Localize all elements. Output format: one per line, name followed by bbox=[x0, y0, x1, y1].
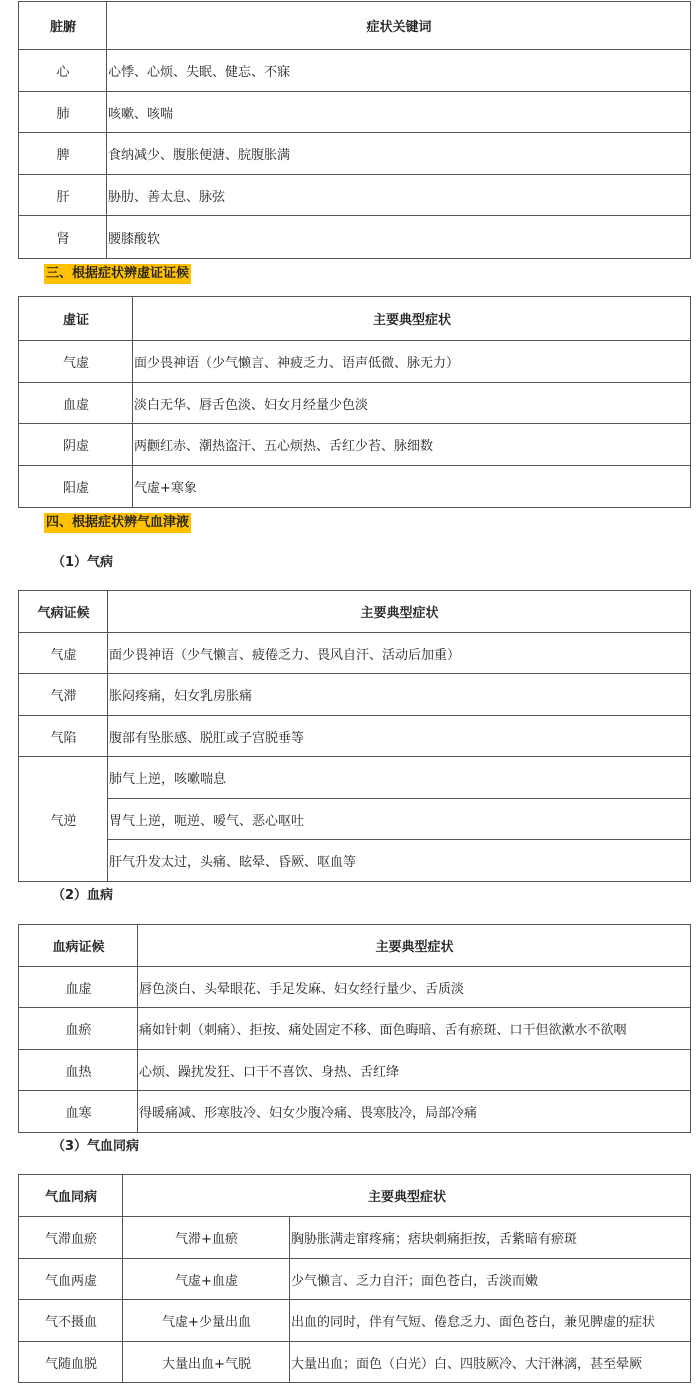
symptom-cell: 得暖痛减、形寒肢冷、妇女少腹冷痛、畏寒肢冷，局部冷痛 bbox=[138, 1091, 691, 1133]
organ-cell: 肺 bbox=[19, 92, 107, 133]
symptom-cell: 肺气上逆，咳嗽喘息 bbox=[108, 757, 691, 799]
symptom-cell: 腰膝酸软 bbox=[107, 216, 691, 259]
table-row bbox=[19, 633, 691, 674]
zangfu-table bbox=[18, 1, 691, 259]
pattern-cell: 血虚 bbox=[19, 967, 138, 1008]
table-header-row bbox=[19, 1175, 691, 1217]
table-row bbox=[19, 175, 691, 216]
symptom-cell: 淡白无华、唇舌色淡、妇女月经量少色淡 bbox=[133, 383, 691, 424]
table-row bbox=[19, 466, 691, 508]
symptom-cell: 面少畏神语（少气懒言、神疲乏力、语声低微、脉无力） bbox=[133, 341, 691, 383]
subheading-qi-disease: （1）气病 bbox=[52, 555, 114, 570]
section-heading-deficiency: 三、根据症状辨虚证证候 bbox=[44, 264, 191, 284]
header-cell: 气病证候 bbox=[19, 591, 108, 633]
table-row bbox=[19, 799, 691, 840]
blood-disease-table bbox=[18, 924, 691, 1133]
pattern-cell: 血瘀 bbox=[19, 1008, 138, 1050]
symptom-cell: 肝气升发太过，头痛、眩晕、昏厥、呕血等 bbox=[108, 840, 691, 882]
table-header-row bbox=[19, 2, 691, 50]
pattern-cell: 气滞 bbox=[19, 674, 108, 716]
formula-cell: 大量出血+气脱 bbox=[123, 1342, 290, 1383]
pattern-cell: 血虚 bbox=[19, 383, 133, 424]
symptom-cell: 心烦、躁扰发狂、口干不喜饮、身热、舌红绛 bbox=[138, 1050, 691, 1091]
symptom-cell: 两颧红赤、潮热盗汗、五心烦热、舌红少苔、脉细数 bbox=[133, 424, 691, 466]
pattern-cell: 气血两虚 bbox=[19, 1259, 123, 1300]
formula-cell: 气虚+血虚 bbox=[123, 1259, 290, 1300]
qi-disease-table bbox=[18, 590, 691, 882]
table-row bbox=[19, 216, 691, 259]
pattern-cell: 阴虚 bbox=[19, 424, 133, 466]
formula-cell: 气滞+血瘀 bbox=[123, 1217, 290, 1259]
symptom-cell: 胀闷疼痛，妇女乳房胀痛 bbox=[108, 674, 691, 716]
table-row bbox=[19, 1050, 691, 1091]
symptom-cell: 痛如针刺（刺痛）、拒按、痛处固定不移、面色晦暗、舌有瘀斑、口干但欲漱水不欲咽 bbox=[138, 1008, 691, 1050]
header-cell: 主要典型症状 bbox=[133, 297, 691, 341]
pattern-cell: 气陷 bbox=[19, 716, 108, 757]
symptom-cell: 气虚+寒象 bbox=[133, 466, 691, 508]
table-row bbox=[19, 1259, 691, 1300]
table-row bbox=[19, 1342, 691, 1383]
table-row bbox=[19, 757, 691, 799]
header-cell: 脏腑 bbox=[19, 2, 107, 50]
symptom-cell: 咳嗽、咳喘 bbox=[107, 92, 691, 133]
symptom-cell: 唇色淡白、头晕眼花、手足发麻、妇女经行量少、舌质淡 bbox=[138, 967, 691, 1008]
symptom-cell: 胸胁胀满走窜疼痛；痞块刺痛拒按，舌紫暗有瘀斑 bbox=[290, 1217, 691, 1259]
table-row bbox=[19, 716, 691, 757]
pattern-cell: 气不摄血 bbox=[19, 1300, 123, 1342]
header-cell: 气血同病 bbox=[19, 1175, 123, 1217]
organ-cell: 脾 bbox=[19, 133, 107, 175]
organ-cell: 心 bbox=[19, 50, 107, 92]
table-row bbox=[19, 133, 691, 175]
organ-cell: 肾 bbox=[19, 216, 107, 259]
pattern-cell: 阳虚 bbox=[19, 466, 133, 508]
table-header-row bbox=[19, 591, 691, 633]
table-row bbox=[19, 1217, 691, 1259]
header-cell: 症状关键词 bbox=[107, 2, 691, 50]
table-row bbox=[19, 1008, 691, 1050]
pattern-cell-rebellious-qi: 气逆 bbox=[19, 757, 108, 882]
table-header-row bbox=[19, 925, 691, 967]
header-cell: 主要典型症状 bbox=[123, 1175, 691, 1217]
pattern-cell: 血热 bbox=[19, 1050, 138, 1091]
table-row bbox=[19, 92, 691, 133]
table-row bbox=[19, 1091, 691, 1133]
table-row bbox=[19, 967, 691, 1008]
header-cell: 血病证候 bbox=[19, 925, 138, 967]
table-header-row bbox=[19, 297, 691, 341]
subheading-blood-disease: （2）血病 bbox=[52, 888, 114, 903]
deficiency-table bbox=[18, 296, 691, 508]
table-row bbox=[19, 674, 691, 716]
symptom-cell: 心悸、心烦、失眠、健忘、不寐 bbox=[107, 50, 691, 92]
header-cell: 主要典型症状 bbox=[108, 591, 691, 633]
symptom-cell: 少气懒言、乏力自汗；面色苍白，舌淡而嫩 bbox=[290, 1259, 691, 1300]
header-cell: 主要典型症状 bbox=[138, 925, 691, 967]
table-row bbox=[19, 1300, 691, 1342]
table-row bbox=[19, 383, 691, 424]
symptom-cell: 出血的同时，伴有气短、倦怠乏力、面色苍白，兼见脾虚的症状 bbox=[290, 1300, 691, 1342]
table-row bbox=[19, 341, 691, 383]
pattern-cell: 气虚 bbox=[19, 341, 133, 383]
subheading-qi-blood-combined: （3）气血同病 bbox=[52, 1139, 140, 1154]
symptom-cell: 大量出血；面色（白光）白、四肢厥冷、大汗淋漓，甚至晕厥 bbox=[290, 1342, 691, 1383]
pattern-cell: 气滞血瘀 bbox=[19, 1217, 123, 1259]
header-cell: 虚证 bbox=[19, 297, 133, 341]
pattern-cell: 气随血脱 bbox=[19, 1342, 123, 1383]
symptom-cell: 食纳减少、腹胀便溏、脘腹胀满 bbox=[107, 133, 691, 175]
section-heading-qi-blood: 四、根据症状辨气血津液 bbox=[44, 513, 191, 533]
table-row bbox=[19, 50, 691, 92]
formula-cell: 气虚+少量出血 bbox=[123, 1300, 290, 1342]
table-row bbox=[19, 840, 691, 882]
symptom-cell: 胃气上逆，呃逆、嗳气、恶心呕吐 bbox=[108, 799, 691, 840]
organ-cell: 肝 bbox=[19, 175, 107, 216]
pattern-cell: 气虚 bbox=[19, 633, 108, 674]
symptom-cell: 面少畏神语（少气懒言、疲倦乏力、畏风自汗、活动后加重） bbox=[108, 633, 691, 674]
pattern-cell: 血寒 bbox=[19, 1091, 138, 1133]
symptom-cell: 胁肋、善太息、脉弦 bbox=[107, 175, 691, 216]
qi-blood-combined-table bbox=[18, 1174, 691, 1383]
symptom-cell: 腹部有坠胀感、脱肛或子宫脱垂等 bbox=[108, 716, 691, 757]
table-row bbox=[19, 424, 691, 466]
